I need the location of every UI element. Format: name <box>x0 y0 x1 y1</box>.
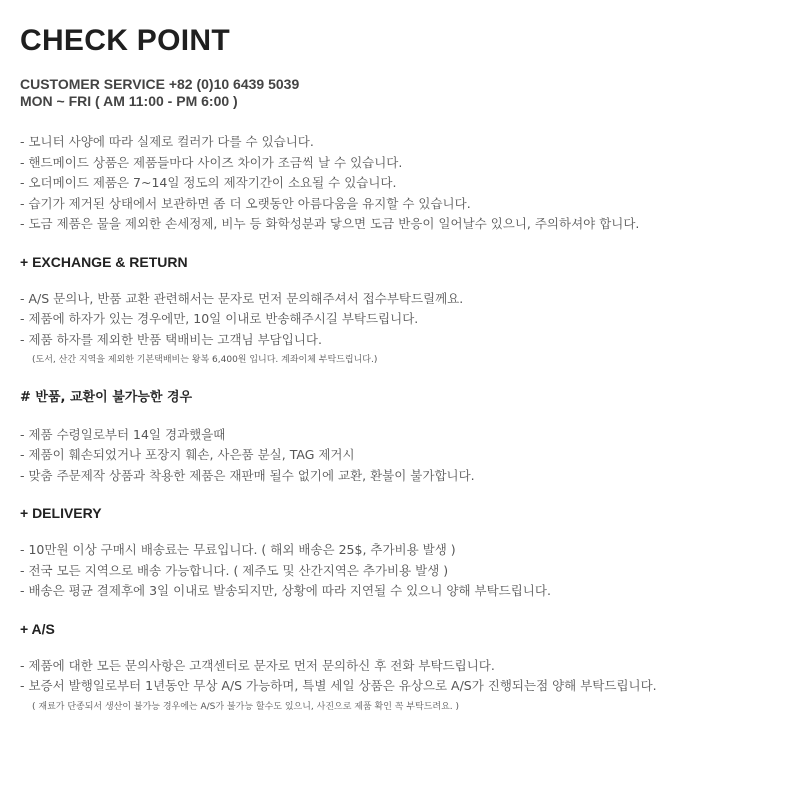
as-heading: + A/S <box>20 620 55 637</box>
no-return-heading: # 반품, 교환이 불가능한 경우 <box>20 389 193 405</box>
list-item: ( 재료가 단종되서 생산이 불가능 경우에는 A/S가 불가능 할수도 있으니, 사진으로 제품 확인 꼭 부탁드려요. ) <box>32 701 460 712</box>
no-return-list <box>20 425 780 487</box>
list-item: - 제품에 하자가 있는 경우에만, 10일 이내로 반송해주시길 부탁드립니다. <box>20 311 419 326</box>
list-item: - 배송은 평균 결제후에 3일 이내로 발송되지만, 상황에 따라 지연될 수 있으니 양해 부탁드립니다. <box>20 583 551 598</box>
list-item: - 제품이 훼손되었거나 포장지 훼손, 사은품 분실, TAG 제거시 <box>20 447 355 462</box>
as-list <box>20 656 780 718</box>
delivery-list <box>20 540 780 602</box>
exchange-return-heading: + EXCHANGE & RETURN <box>20 253 188 270</box>
list-item: - 제품 하자를 제외한 반품 택배비는 고객님 부담입니다. <box>20 331 322 347</box>
list-item: - 맞춤 주문제작 상품과 착용한 제품은 재판매 될수 없기에 교환, 환불이 불가합니다. <box>20 467 475 483</box>
list-item: - 모니터 사양에 따라 실제로 컬러가 다를 수 있습니다. <box>20 134 314 149</box>
list-item: - 10만원 이상 구매시 배송료는 무료입니다. ( 해외 배송은 25$, 추가비용 발생 ) <box>20 542 456 557</box>
customer-service-hours: MON ~ FRI ( AM 11:00 - PM 6:00 ) <box>20 93 238 109</box>
list-item: - A/S 문의나, 반품 교환 관련해서는 문자로 먼저 문의해주셔서 접수부탁드릴께요. <box>20 290 464 306</box>
customer-service-phone: CUSTOMER SERVICE +82 (0)10 6439 5039 <box>20 76 300 92</box>
list-item: - 제품에 대한 모든 문의사항은 고객센터로 문자로 먼저 문의하신 후 전화 부탁드립니다. <box>20 657 495 673</box>
list-item: - 핸드메이드 상품은 제품들마다 사이즈 차이가 조금씩 날 수 있습니다. <box>20 154 403 170</box>
list-item: - 습기가 제거된 상태에서 보관하면 좀 더 오랫동안 아름다움을 유지할 수 있습니다. <box>20 195 471 211</box>
list-item: - 전국 모든 지역으로 배송 가능합니다. ( 제주도 및 산간지역은 추가비용 발생 ) <box>20 562 449 578</box>
list-item: (도서, 산간 지역을 제외한 기본택배비는 왕복 6,400원 입니다. 계좌이체 부탁드립니다.) <box>32 355 378 365</box>
customer-service-block <box>20 76 780 110</box>
list-item: - 보증서 발행일로부터 1년동안 무상 A/S 가능하며, 특별 세일 상품은 유상으로 A/S가 진행되는점 양해 부탁드립니다. <box>20 678 657 693</box>
list-item: - 오더메이드 제품은 7~14일 정도의 제작기간이 소요될 수 있습니다. <box>20 175 397 190</box>
page-title: CHECK POINT <box>20 24 230 57</box>
list-item: - 도금 제품은 물을 제외한 손세정제, 비누 등 화학성분과 닿으면 도금 반응이 일어날수 있으니, 주의하셔야 합니다. <box>20 216 640 231</box>
list-item: - 제품 수령일로부터 14일 경과했을때 <box>20 426 226 442</box>
delivery-heading: + DELIVERY <box>20 505 102 521</box>
general-notes-list <box>20 132 780 235</box>
exchange-return-list <box>20 289 780 371</box>
